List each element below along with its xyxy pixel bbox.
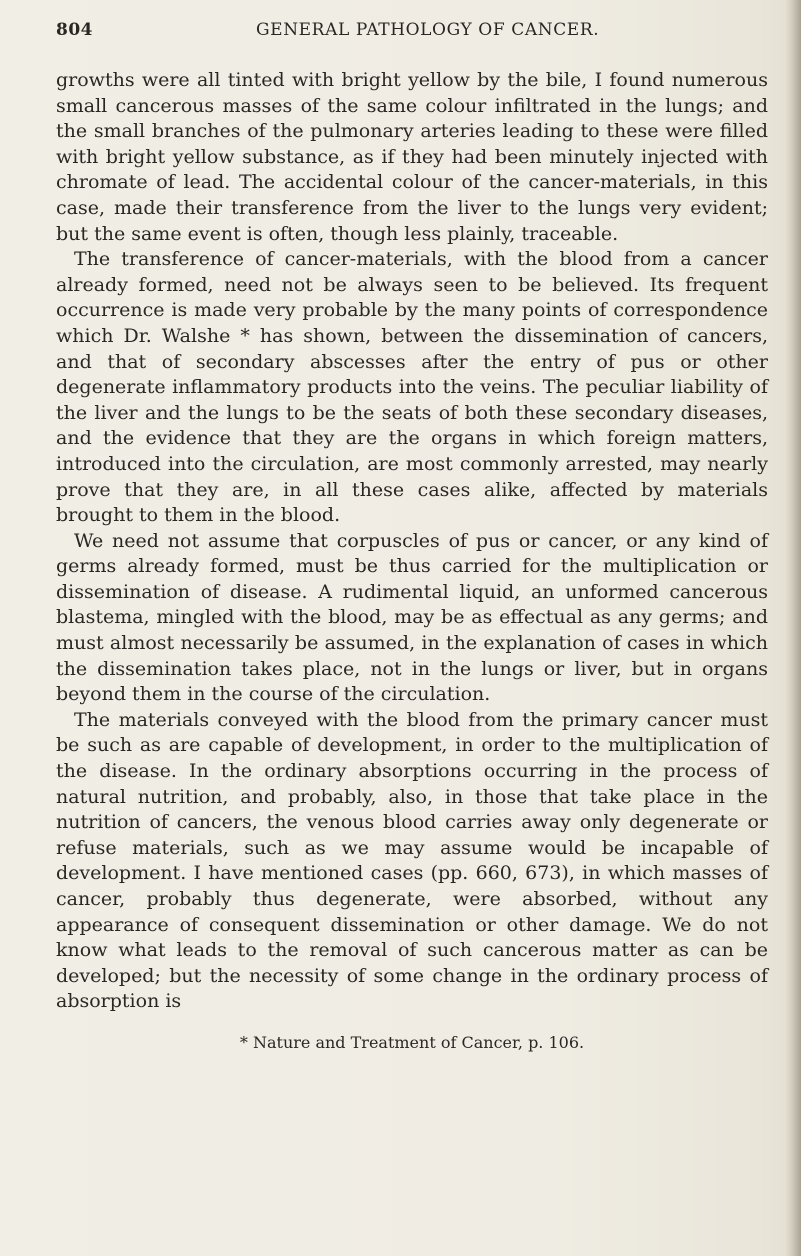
running-title: GENERAL PATHOLOGY OF CANCER.	[256, 20, 600, 40]
body-text	[56, 68, 768, 1015]
paragraph: We need not assume that corpuscles of pus or cancer, or any kind of germs already formed, must be thus carried for the multiplication or dissemination of disease. A rudimental liquid, an unformed cancerous blastema, mingled with the blood, may be as effectual as any germs; and must almost necessarily be assumed, in the explanation of cases in which the dissemination takes place, not in the lungs or liver, but in organs beyond them in the course of the circulation.	[56, 529, 768, 706]
page-number: 804	[56, 20, 93, 40]
paragraph: growths were all tinted with bright yellow by the bile, I found numerous small cancerous masses of the same colour infiltrated in the lungs; and the small branches of the pulmonary arteries leading to these were filled with bright yellow substance, as if they had been minutely injected with chromate of lead. The accidental colour of the cancer-materials, in this case, made their transference from the liver to the lungs very evident; but the same event is often, though less plainly, traceable.	[56, 69, 768, 245]
page-text-block	[56, 18, 768, 1053]
running-header	[56, 18, 768, 52]
paragraph: The transference of cancer-materials, with the blood from a cancer already formed, need not be always seen to be believed. Its frequent occurrence is made very probable by the many points of correspondence which Dr. Walshe * has shown, between the dissemination of cancers, and that of secondary abscesses after the entry of pus or other degenerate inflammatory products into the veins. The peculiar liability of the liver and the lungs to be the seats of both these secondary diseases, and the evidence that they are the organs in which foreign matters, introduced into the circulation, are most commonly arrested, may nearly prove that they are, in all these cases alike, affected by materials brought to them in the blood.	[56, 248, 768, 527]
footnote: * Nature and Treatment of Cancer, p. 106.	[239, 1032, 585, 1052]
page-edge-shadow	[785, 0, 801, 1256]
paragraph: The materials conveyed with the blood from the primary cancer must be such as are capable of development, in order to the multiplication of the disease. In the ordinary absorptions occurring in the process of natural nutrition, and probably, also, in those that take place in the nutrition of cancers, the venous blood carries away only degenerate or refuse materials, such as we may assume would be incapable of development. I have mentioned cases (pp. 660, 673), in which masses of cancer, probably thus degenerate, were absorbed, without any appearance of consequent dissemination or other damage. We do not know what leads to the removal of such cancerous matter as can be developed; but the necessity of some change in the ordinary process of absorption is	[56, 708, 768, 1013]
